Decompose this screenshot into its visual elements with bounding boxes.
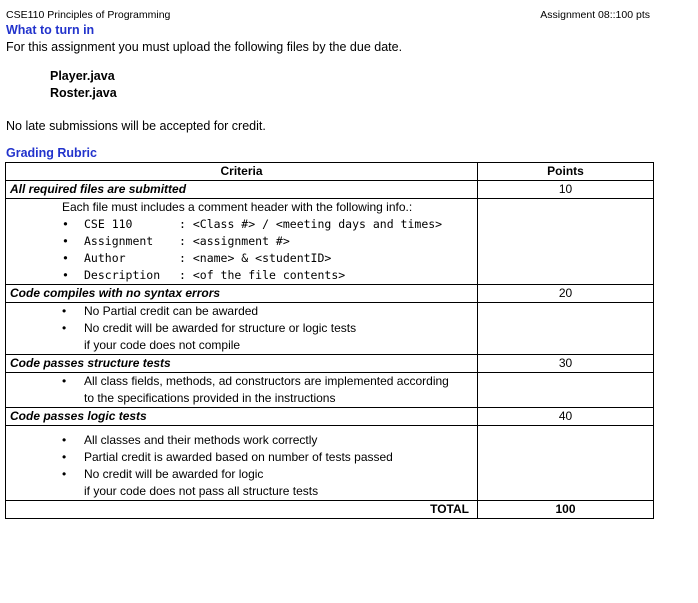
what-to-turn-in-heading: What to turn in [6,23,95,37]
rubric-table [5,162,654,519]
section-intro: Each file must includes a comment header with the following info.: [62,200,413,214]
rubric-detail-row [6,303,654,355]
empty-points-cell [478,199,654,285]
header-field-key: Author [84,251,126,265]
section-points: 30 [478,355,654,373]
criteria-list [10,373,473,390]
section-title: All required files are submitted [6,181,478,199]
empty-points-cell [478,426,654,501]
header-field [10,267,473,284]
criteria-bullet: • No credit will be awarded for logic [10,466,473,483]
header-field [10,233,473,250]
header-field-list [10,216,473,284]
section-points: 20 [478,285,654,303]
section-details [6,373,478,408]
criteria-column-header: Criteria [6,163,478,181]
section-details [6,426,478,501]
section-title: Code passes logic tests [6,408,478,426]
criteria-continuation: to the specifications provided in the instructions [84,391,336,405]
header-field-value: : <assignment #> [179,234,290,248]
course-title: CSE110 Principles of Programming [6,9,171,21]
rubric-section-row [6,408,654,426]
total-points: 100 [478,501,654,519]
header-field [10,216,473,233]
header-field-value: : <of the file contents> [179,268,346,282]
grading-rubric-heading: Grading Rubric [6,146,97,160]
rubric-detail-row [6,199,654,285]
section-details [6,199,478,285]
criteria-bullet: • No Partial credit can be awarded [10,303,473,320]
turn-in-instruction: For this assignment you must upload the following files by the due date. [6,40,403,54]
rubric-section-row [6,355,654,373]
late-policy-note: No late submissions will be accepted for credit. [6,119,266,133]
points-column-header: Points [478,163,654,181]
file-name: Roster.java [50,86,117,100]
empty-points-cell [478,303,654,355]
empty-points-cell [478,373,654,408]
rubric-section-row [6,181,654,199]
assignment-points: Assignment 08::100 pts [540,9,650,21]
criteria-bullet: • All class fields, methods, ad constructors are implemented according [10,373,473,390]
header-field-value: : <name> & <studentID> [179,251,332,265]
section-points: 10 [478,181,654,199]
section-points: 40 [478,408,654,426]
rubric-detail-row [6,373,654,408]
criteria-list [10,303,473,337]
criteria-continuation: if your code does not compile [84,338,241,352]
section-title: Code compiles with no syntax errors [6,285,478,303]
header-field-key: CSE 110 [84,217,133,231]
section-details [6,303,478,355]
file-name: Player.java [50,69,115,83]
criteria-bullet: • Partial credit is awarded based on number of tests passed [10,449,473,466]
criteria-bullet: • No credit will be awarded for structure or logic tests [10,320,473,337]
rubric-section-row [6,285,654,303]
rubric-total-row [6,501,654,519]
rubric-header-row [6,163,654,181]
header-field-key: Assignment [84,234,154,248]
header-field [10,250,473,267]
rubric-detail-row [6,426,654,501]
file-list [50,68,117,102]
criteria-bullet: • All classes and their methods work correctly [10,432,473,449]
header-field-key: Description [84,268,161,282]
criteria-continuation: if your code does not pass all structure tests [84,484,319,498]
section-title: Code passes structure tests [6,355,478,373]
total-label: TOTAL [6,501,478,519]
criteria-list [10,432,473,483]
header-field-value: : <Class #> / <meeting days and times> [179,217,443,231]
